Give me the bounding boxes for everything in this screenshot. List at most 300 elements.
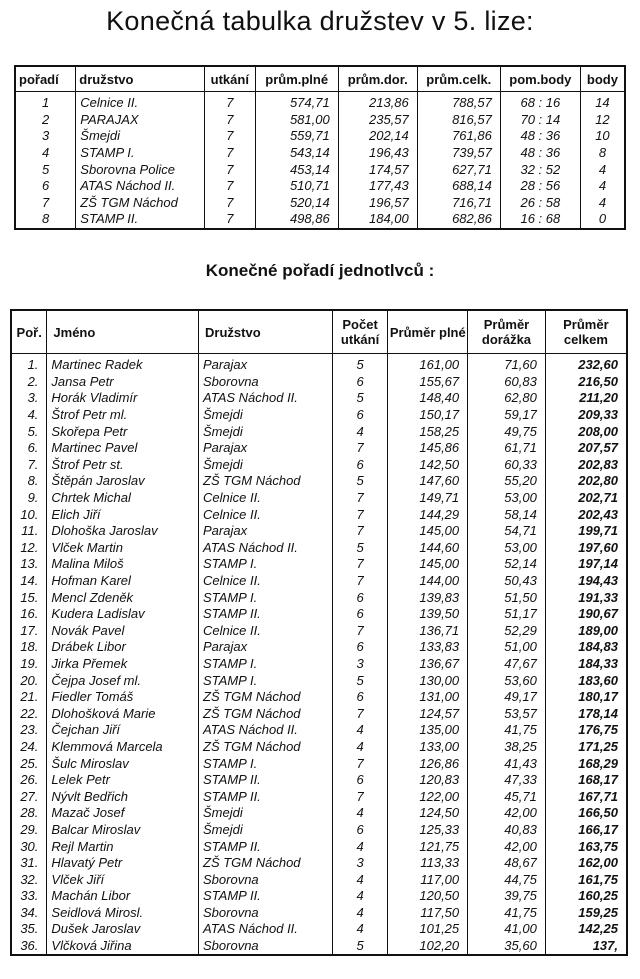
player-cell-average-total: 159,25 <box>545 905 627 922</box>
player-cell-match-count: 3 <box>332 656 388 673</box>
player-cell-name: Čejchan Jiří <box>47 722 199 739</box>
team-cell-rank: 7 <box>15 195 76 212</box>
players-header-row <box>11 310 627 354</box>
player-cell-average-clear: 51,17 <box>468 606 546 623</box>
team-cell-avg-total: 739,57 <box>417 145 500 162</box>
header-match-count: Počet utkání <box>332 310 388 354</box>
player-cell-match-count: 4 <box>332 739 388 756</box>
player-cell-club: Sborovna <box>199 374 333 391</box>
player-cell-average-full: 142,50 <box>388 457 468 474</box>
player-cell-average-full: 113,33 <box>388 855 468 872</box>
team-cell-rank: 4 <box>15 145 76 162</box>
team-cell-point-ratio: 28 : 56 <box>500 178 580 195</box>
team-cell-point-ratio: 48 : 36 <box>500 145 580 162</box>
player-row <box>11 423 627 440</box>
player-row <box>11 739 627 756</box>
player-cell-average-total: 166,50 <box>545 805 627 822</box>
player-cell-average-clear: 41,00 <box>468 921 546 938</box>
team-header-row <box>15 66 625 92</box>
player-cell-average-full: 148,40 <box>388 390 468 407</box>
team-cell-avg-clear: 196,43 <box>338 145 417 162</box>
player-cell-average-total: 161,75 <box>545 871 627 888</box>
individual-standings-table <box>10 309 628 956</box>
player-cell-average-clear: 54,71 <box>468 523 546 540</box>
player-cell-club: Šmejdi <box>199 423 333 440</box>
header-club: Družstvo <box>199 310 333 354</box>
team-cell-avg-full: 510,71 <box>255 178 338 195</box>
team-row <box>15 128 625 145</box>
player-cell-average-full: 101,25 <box>388 921 468 938</box>
player-row <box>11 354 627 374</box>
player-cell-name: Štrof Petr st. <box>47 457 199 474</box>
player-cell-club: Šmejdi <box>199 407 333 424</box>
player-row <box>11 938 627 956</box>
player-cell-name: Mazač Josef <box>47 805 199 822</box>
player-row <box>11 473 627 490</box>
player-cell-average-clear: 53,00 <box>468 540 546 557</box>
player-cell-average-clear: 39,75 <box>468 888 546 905</box>
player-row <box>11 772 627 789</box>
player-cell-average-total: 178,14 <box>545 705 627 722</box>
player-cell-club: Celnice II. <box>199 506 333 523</box>
player-cell-average-total: 190,67 <box>545 606 627 623</box>
player-row <box>11 390 627 407</box>
player-cell-name: Dušek Jaroslav <box>47 921 199 938</box>
player-cell-average-clear: 60,33 <box>468 457 546 474</box>
player-cell-club: STAMP II. <box>199 788 333 805</box>
player-cell-average-full: 139,83 <box>388 589 468 606</box>
player-cell-match-count: 4 <box>332 838 388 855</box>
team-cell-avg-clear: 235,57 <box>338 112 417 129</box>
player-cell-name: Čejpa Josef ml. <box>47 672 199 689</box>
player-cell-average-clear: 71,60 <box>468 354 546 374</box>
player-cell-average-total: 189,00 <box>545 623 627 640</box>
player-row <box>11 374 627 391</box>
team-cell-team: PARAJAX <box>76 112 205 129</box>
player-cell-name: Dlohoška Jaroslav <box>47 523 199 540</box>
team-cell-avg-full: 543,14 <box>255 145 338 162</box>
player-cell-club: STAMP II. <box>199 888 333 905</box>
individuals-title: Konečné pořadí jednotlvců : <box>205 261 435 280</box>
player-cell-name: Štěpán Jaroslav <box>47 473 199 490</box>
player-cell-match-count: 6 <box>332 639 388 656</box>
player-cell-position: 28. <box>11 805 47 822</box>
player-cell-average-clear: 51,50 <box>468 589 546 606</box>
player-cell-average-full: 145,86 <box>388 440 468 457</box>
team-cell-avg-clear: 174,57 <box>338 161 417 178</box>
player-cell-club: STAMP I. <box>199 656 333 673</box>
player-cell-average-full: 117,00 <box>388 871 468 888</box>
player-cell-average-clear: 47,33 <box>468 772 546 789</box>
team-cell-avg-clear: 196,57 <box>338 195 417 212</box>
team-cell-rank: 2 <box>15 112 76 129</box>
header-average-clear: Průměr dorážka <box>468 310 546 354</box>
player-cell-position: 29. <box>11 822 47 839</box>
team-cell-team: Celnice II. <box>76 92 205 112</box>
player-cell-name: Štrof Petr ml. <box>47 407 199 424</box>
player-cell-position: 26. <box>11 772 47 789</box>
player-cell-match-count: 5 <box>332 473 388 490</box>
player-cell-match-count: 4 <box>332 871 388 888</box>
player-cell-average-total: 184,33 <box>545 656 627 673</box>
player-cell-average-clear: 52,29 <box>468 623 546 640</box>
player-cell-match-count: 7 <box>332 556 388 573</box>
player-cell-club: STAMP II. <box>199 772 333 789</box>
player-cell-average-clear: 45,71 <box>468 788 546 805</box>
player-cell-average-full: 121,75 <box>388 838 468 855</box>
player-cell-average-total: 194,43 <box>545 573 627 590</box>
player-cell-match-count: 5 <box>332 354 388 374</box>
team-cell-point-ratio: 68 : 16 <box>500 92 580 112</box>
player-cell-position: 3. <box>11 390 47 407</box>
player-cell-position: 14. <box>11 573 47 590</box>
player-cell-average-full: 144,60 <box>388 540 468 557</box>
player-cell-name: Machán Libor <box>47 888 199 905</box>
player-cell-average-total: 232,60 <box>545 354 627 374</box>
team-cell-avg-total: 716,71 <box>417 195 500 212</box>
team-row <box>15 211 625 229</box>
player-cell-club: STAMP I. <box>199 589 333 606</box>
player-cell-club: Sborovna <box>199 905 333 922</box>
player-row <box>11 921 627 938</box>
team-cell-avg-clear: 213,86 <box>338 92 417 112</box>
team-cell-avg-clear: 202,14 <box>338 128 417 145</box>
player-cell-average-full: 117,50 <box>388 905 468 922</box>
player-cell-name: Seidlová Mirosl. <box>47 905 199 922</box>
player-cell-position: 32. <box>11 871 47 888</box>
team-cell-rank: 5 <box>15 161 76 178</box>
page-title: Konečná tabulka družstev v 5. lize: <box>106 6 534 36</box>
player-cell-match-count: 4 <box>332 805 388 822</box>
team-cell-avg-total: 627,71 <box>417 161 500 178</box>
player-row <box>11 407 627 424</box>
player-cell-average-full: 149,71 <box>388 490 468 507</box>
player-cell-average-total: 167,71 <box>545 788 627 805</box>
team-cell-points: 4 <box>580 195 625 212</box>
player-cell-position: 36. <box>11 938 47 956</box>
player-cell-average-full: 130,00 <box>388 672 468 689</box>
player-cell-club: STAMP II. <box>199 838 333 855</box>
player-cell-average-total: 207,57 <box>545 440 627 457</box>
team-cell-rank: 6 <box>15 178 76 195</box>
team-cell-avg-full: 453,14 <box>255 161 338 178</box>
player-cell-position: 7. <box>11 457 47 474</box>
player-row <box>11 888 627 905</box>
team-cell-team: ZŠ TGM Náchod <box>76 195 205 212</box>
player-cell-match-count: 7 <box>332 573 388 590</box>
player-cell-average-clear: 49,17 <box>468 689 546 706</box>
player-cell-match-count: 7 <box>332 490 388 507</box>
team-cell-matches: 7 <box>204 128 255 145</box>
player-cell-club: ATAS Náchod II. <box>199 390 333 407</box>
player-cell-position: 17. <box>11 623 47 640</box>
player-cell-club: ZŠ TGM Náchod <box>199 739 333 756</box>
player-row <box>11 722 627 739</box>
player-row <box>11 838 627 855</box>
player-cell-average-clear: 58,14 <box>468 506 546 523</box>
player-cell-average-total: 162,00 <box>545 855 627 872</box>
player-cell-average-clear: 51,00 <box>468 639 546 656</box>
header-name: Jméno <box>47 310 199 354</box>
player-cell-average-full: 136,71 <box>388 623 468 640</box>
player-cell-average-total: 209,33 <box>545 407 627 424</box>
player-cell-match-count: 3 <box>332 855 388 872</box>
player-cell-average-full: 133,83 <box>388 639 468 656</box>
player-cell-position: 16. <box>11 606 47 623</box>
player-cell-average-clear: 41,43 <box>468 755 546 772</box>
player-cell-name: Elich Jiří <box>47 506 199 523</box>
player-cell-name: Hofman Karel <box>47 573 199 590</box>
player-row <box>11 871 627 888</box>
player-cell-average-full: 131,00 <box>388 689 468 706</box>
team-cell-avg-total: 761,86 <box>417 128 500 145</box>
player-cell-position: 10. <box>11 506 47 523</box>
player-row <box>11 606 627 623</box>
player-cell-average-total: 216,50 <box>545 374 627 391</box>
player-cell-average-full: 139,50 <box>388 606 468 623</box>
player-cell-average-total: 176,75 <box>545 722 627 739</box>
player-cell-average-full: 144,00 <box>388 573 468 590</box>
player-cell-club: Celnice II. <box>199 573 333 590</box>
team-cell-points: 10 <box>580 128 625 145</box>
player-row <box>11 573 627 590</box>
header-point-ratio: pom.body <box>500 66 580 92</box>
header-avg-full: prům.plné <box>255 66 338 92</box>
player-cell-position: 2. <box>11 374 47 391</box>
team-cell-matches: 7 <box>204 145 255 162</box>
player-cell-position: 21. <box>11 689 47 706</box>
player-cell-name: Kudera Ladislav <box>47 606 199 623</box>
player-cell-club: ZŠ TGM Náchod <box>199 705 333 722</box>
player-cell-name: Balcar Miroslav <box>47 822 199 839</box>
header-average-total: Průměr celkem <box>545 310 627 354</box>
player-cell-average-full: 147,60 <box>388 473 468 490</box>
player-cell-position: 31. <box>11 855 47 872</box>
player-row <box>11 506 627 523</box>
player-cell-position: 30. <box>11 838 47 855</box>
player-row <box>11 788 627 805</box>
player-cell-average-full: 135,00 <box>388 722 468 739</box>
team-cell-point-ratio: 70 : 14 <box>500 112 580 129</box>
player-cell-average-clear: 53,57 <box>468 705 546 722</box>
team-row <box>15 195 625 212</box>
player-cell-average-clear: 52,14 <box>468 556 546 573</box>
player-cell-average-total: 202,80 <box>545 473 627 490</box>
team-cell-matches: 7 <box>204 211 255 229</box>
player-cell-average-total: 202,71 <box>545 490 627 507</box>
player-cell-club: ATAS Náchod II. <box>199 722 333 739</box>
player-cell-average-full: 145,00 <box>388 523 468 540</box>
team-cell-avg-total: 816,57 <box>417 112 500 129</box>
player-cell-name: Klemmová Marcela <box>47 739 199 756</box>
player-cell-average-total: 202,83 <box>545 457 627 474</box>
team-cell-team: Šmejdi <box>76 128 205 145</box>
team-cell-team: Sborovna Police <box>76 161 205 178</box>
player-cell-name: Drábek Libor <box>47 639 199 656</box>
team-cell-matches: 7 <box>204 195 255 212</box>
team-cell-avg-full: 520,14 <box>255 195 338 212</box>
player-cell-average-clear: 40,83 <box>468 822 546 839</box>
player-cell-average-clear: 35,60 <box>468 938 546 956</box>
player-cell-match-count: 6 <box>332 457 388 474</box>
team-row <box>15 92 625 112</box>
player-cell-name: Novák Pavel <box>47 623 199 640</box>
player-cell-average-clear: 41,75 <box>468 905 546 922</box>
team-cell-rank: 8 <box>15 211 76 229</box>
player-cell-position: 23. <box>11 722 47 739</box>
team-cell-avg-clear: 184,00 <box>338 211 417 229</box>
player-cell-club: Sborovna <box>199 871 333 888</box>
player-cell-average-full: 150,17 <box>388 407 468 424</box>
player-cell-average-total: 199,71 <box>545 523 627 540</box>
player-cell-average-total: 171,25 <box>545 739 627 756</box>
player-cell-position: 6. <box>11 440 47 457</box>
player-cell-name: Jirka Přemek <box>47 656 199 673</box>
player-cell-club: ZŠ TGM Náchod <box>199 473 333 490</box>
player-cell-match-count: 6 <box>332 822 388 839</box>
player-row <box>11 639 627 656</box>
player-cell-average-total: 197,60 <box>545 540 627 557</box>
player-cell-position: 33. <box>11 888 47 905</box>
player-cell-average-clear: 53,00 <box>468 490 546 507</box>
player-cell-position: 13. <box>11 556 47 573</box>
player-cell-average-full: 124,50 <box>388 805 468 822</box>
player-cell-average-full: 102,20 <box>388 938 468 956</box>
player-cell-average-clear: 62,80 <box>468 390 546 407</box>
player-cell-club: Parajax <box>199 354 333 374</box>
player-cell-name: Hlavatý Petr <box>47 855 199 872</box>
team-cell-avg-total: 682,86 <box>417 211 500 229</box>
player-cell-name: Vlček Martin <box>47 540 199 557</box>
player-cell-match-count: 6 <box>332 589 388 606</box>
player-cell-match-count: 4 <box>332 921 388 938</box>
player-cell-position: 18. <box>11 639 47 656</box>
team-cell-matches: 7 <box>204 92 255 112</box>
team-cell-points: 0 <box>580 211 625 229</box>
player-cell-match-count: 7 <box>332 623 388 640</box>
player-cell-club: Šmejdi <box>199 805 333 822</box>
player-cell-average-clear: 42,00 <box>468 805 546 822</box>
player-row <box>11 822 627 839</box>
player-row <box>11 672 627 689</box>
player-cell-match-count: 7 <box>332 440 388 457</box>
player-cell-match-count: 6 <box>332 606 388 623</box>
player-cell-average-clear: 53,60 <box>468 672 546 689</box>
player-cell-match-count: 5 <box>332 672 388 689</box>
header-avg-clear: prům.dor. <box>338 66 417 92</box>
player-cell-average-full: 120,50 <box>388 888 468 905</box>
player-row <box>11 589 627 606</box>
team-cell-points: 4 <box>580 178 625 195</box>
player-cell-club: Sborovna <box>199 938 333 956</box>
player-cell-average-total: 208,00 <box>545 423 627 440</box>
player-cell-position: 4. <box>11 407 47 424</box>
team-cell-point-ratio: 48 : 36 <box>500 128 580 145</box>
player-cell-average-total: 191,33 <box>545 589 627 606</box>
player-cell-average-full: 158,25 <box>388 423 468 440</box>
player-cell-average-total: 211,20 <box>545 390 627 407</box>
player-cell-match-count: 7 <box>332 705 388 722</box>
player-row <box>11 457 627 474</box>
player-cell-average-clear: 49,75 <box>468 423 546 440</box>
header-team: družstvo <box>76 66 205 92</box>
player-cell-average-full: 120,83 <box>388 772 468 789</box>
team-cell-avg-full: 574,71 <box>255 92 338 112</box>
player-cell-average-clear: 44,75 <box>468 871 546 888</box>
team-cell-team: STAMP II. <box>76 211 205 229</box>
player-cell-match-count: 4 <box>332 722 388 739</box>
team-row <box>15 145 625 162</box>
player-row <box>11 755 627 772</box>
player-cell-average-total: 202,43 <box>545 506 627 523</box>
team-cell-points: 14 <box>580 92 625 112</box>
player-cell-name: Horák Vladimír <box>47 390 199 407</box>
player-cell-name: Fiedler Tomáš <box>47 689 199 706</box>
player-cell-average-clear: 47,67 <box>468 656 546 673</box>
player-cell-average-clear: 42,00 <box>468 838 546 855</box>
team-cell-team: ATAS Náchod II. <box>76 178 205 195</box>
team-cell-point-ratio: 32 : 52 <box>500 161 580 178</box>
player-cell-match-count: 7 <box>332 523 388 540</box>
player-cell-position: 24. <box>11 739 47 756</box>
player-cell-average-total: 184,83 <box>545 639 627 656</box>
player-cell-position: 1. <box>11 354 47 374</box>
player-cell-position: 11. <box>11 523 47 540</box>
player-cell-position: 20. <box>11 672 47 689</box>
player-cell-club: Šmejdi <box>199 457 333 474</box>
player-row <box>11 556 627 573</box>
header-matches: utkání <box>204 66 255 92</box>
team-cell-point-ratio: 16 : 68 <box>500 211 580 229</box>
player-cell-name: Nývlt Bedřich <box>47 788 199 805</box>
player-cell-name: Vlčková Jiřina <box>47 938 199 956</box>
team-rows <box>15 92 625 229</box>
header-rank: pořadí <box>15 66 76 92</box>
player-row <box>11 705 627 722</box>
player-cell-position: 8. <box>11 473 47 490</box>
player-cell-average-full: 124,57 <box>388 705 468 722</box>
player-cell-name: Dlohošková Marie <box>47 705 199 722</box>
player-cell-club: Celnice II. <box>199 623 333 640</box>
team-cell-matches: 7 <box>204 112 255 129</box>
player-cell-name: Malina Miloš <box>47 556 199 573</box>
header-average-full: Průměr plné <box>388 310 468 354</box>
team-cell-avg-total: 788,57 <box>417 92 500 112</box>
team-cell-rank: 1 <box>15 92 76 112</box>
team-cell-points: 12 <box>580 112 625 129</box>
player-cell-match-count: 4 <box>332 905 388 922</box>
player-cell-club: STAMP II. <box>199 606 333 623</box>
player-cell-average-clear: 38,25 <box>468 739 546 756</box>
player-cell-average-total: 160,25 <box>545 888 627 905</box>
player-cell-match-count: 5 <box>332 938 388 956</box>
player-cell-match-count: 7 <box>332 788 388 805</box>
player-cell-name: Vlček Jiří <box>47 871 199 888</box>
player-cell-average-full: 145,00 <box>388 556 468 573</box>
player-cell-match-count: 6 <box>332 689 388 706</box>
player-cell-average-total: 137, <box>545 938 627 956</box>
player-cell-club: STAMP I. <box>199 672 333 689</box>
player-cell-average-full: 133,00 <box>388 739 468 756</box>
player-cell-position: 34. <box>11 905 47 922</box>
player-cell-position: 5. <box>11 423 47 440</box>
player-row <box>11 490 627 507</box>
player-cell-club: Parajax <box>199 440 333 457</box>
player-cell-name: Lelek Petr <box>47 772 199 789</box>
player-cell-match-count: 5 <box>332 540 388 557</box>
player-cell-average-clear: 60,83 <box>468 374 546 391</box>
player-cell-average-full: 155,67 <box>388 374 468 391</box>
